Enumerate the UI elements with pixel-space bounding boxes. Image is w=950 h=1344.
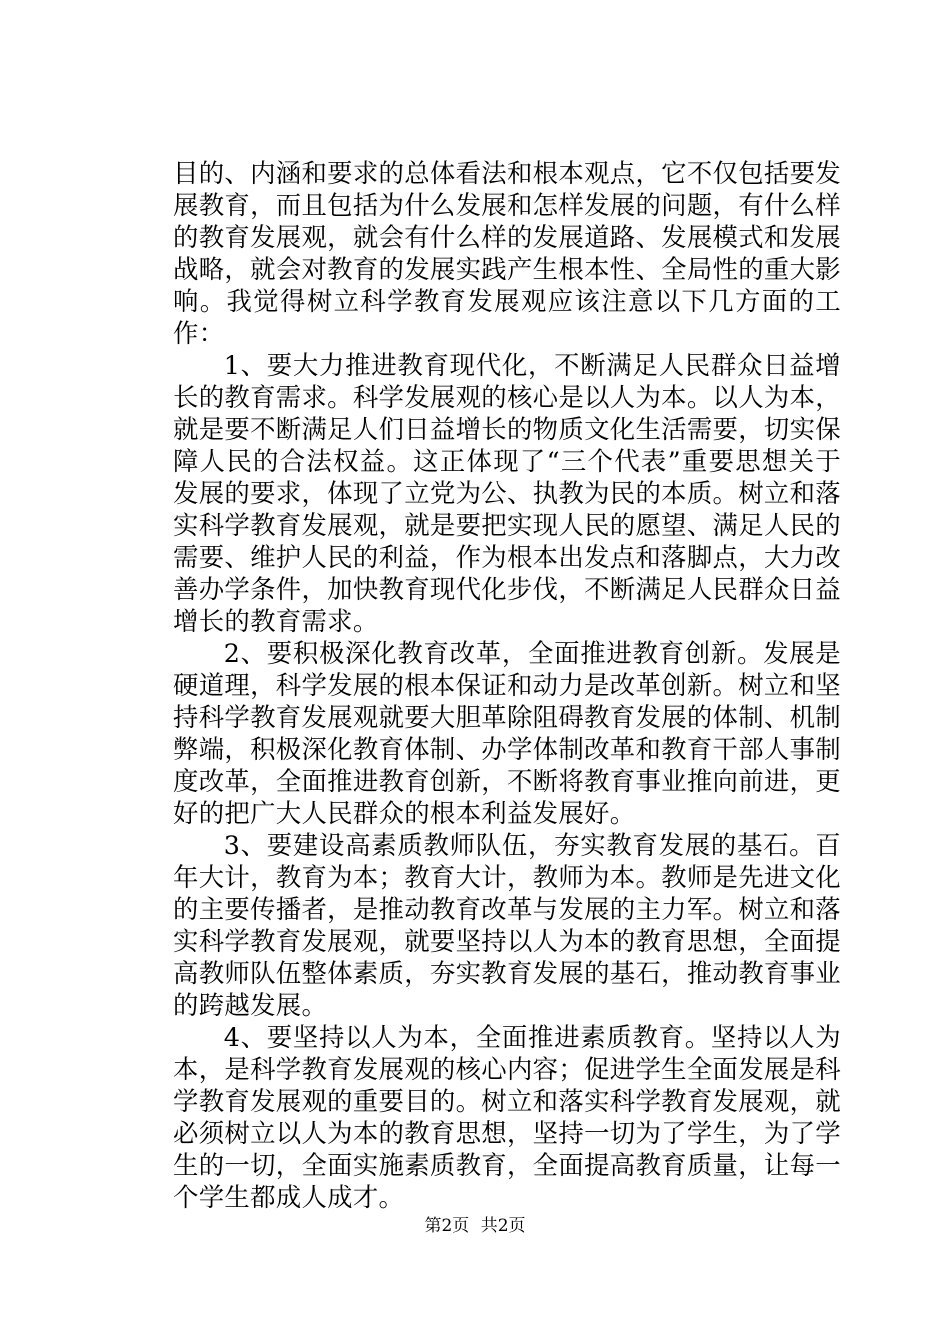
page-total: 共2页 (480, 1216, 526, 1236)
paragraph-point-3: 3、要建设高素质教师队伍，夯实教育发展的基石。百年大计，教育为本；教育大计，教师为本。教师是先进文化的主要传播者，是推动教育改革与发展的主力军。树立和落实科学教育发展观，就要坚持以人为本的教育思想，全面提高教师队伍整体素质，夯实教育发展的基石，推动教育事业的跨越发展。 (173, 830, 841, 1020)
page-footer (0, 1214, 950, 1238)
page-number: 第2页 (424, 1216, 470, 1236)
paragraph-point-4: 4、要坚持以人为本，全面推进素质教育。坚持以人为本，是科学教育发展观的核心内容；促进学生全面发展是科学教育发展观的重要目的。树立和落实科学教育发展观，就必须树立以人为本的教育思想，坚持一切为了学生，为了学生的一切，全面实施素质教育，全面提高教育质量，让每一个学生都成人成才。 (173, 1022, 841, 1212)
paragraph-point-2: 2、要积极深化教育改革，全面推进教育创新。发展是硬道理，科学发展的根本保证和动力是改革创新。树立和坚持科学教育发展观就要大胆革除阻碍教育发展的体制、机制弊端，积极深化教育体制、办学体制改革和教育干部人事制度改革，全面推进教育创新，不断将教育事业推向前进，更好的把广大人民群众的根本利益发展好。 (173, 638, 841, 828)
document-body (173, 157, 841, 1213)
paragraph-intro: 目的、内涵和要求的总体看法和根本观点，它不仅包括要发展教育，而且包括为什么发展和怎样发展的问题，有什么样的教育发展观，就会有什么样的发展道路、发展模式和发展战略，就会对教育的发展实践产生根本性、全局性的重大影响。我觉得树立科学教育发展观应该注意以下几方面的工作： (173, 158, 841, 348)
paragraph-point-1: 1、要大力推进教育现代化，不断满足人民群众日益增长的教育需求。科学发展观的核心是以人为本。以人为本，就是要不断满足人们日益增长的物质文化生活需要，切实保障人民的合法权益。这正体现了“三个代表”重要思想关于发展的要求，体现了立党为公、执教为民的本质。树立和落实科学教育发展观，就是要把实现人民的愿望、满足人民的需要、维护人民的利益，作为根本出发点和落脚点，大力改善办学条件，加快教育现代化步伐，不断满足人民群众日益增长的教育需求。 (173, 350, 841, 636)
